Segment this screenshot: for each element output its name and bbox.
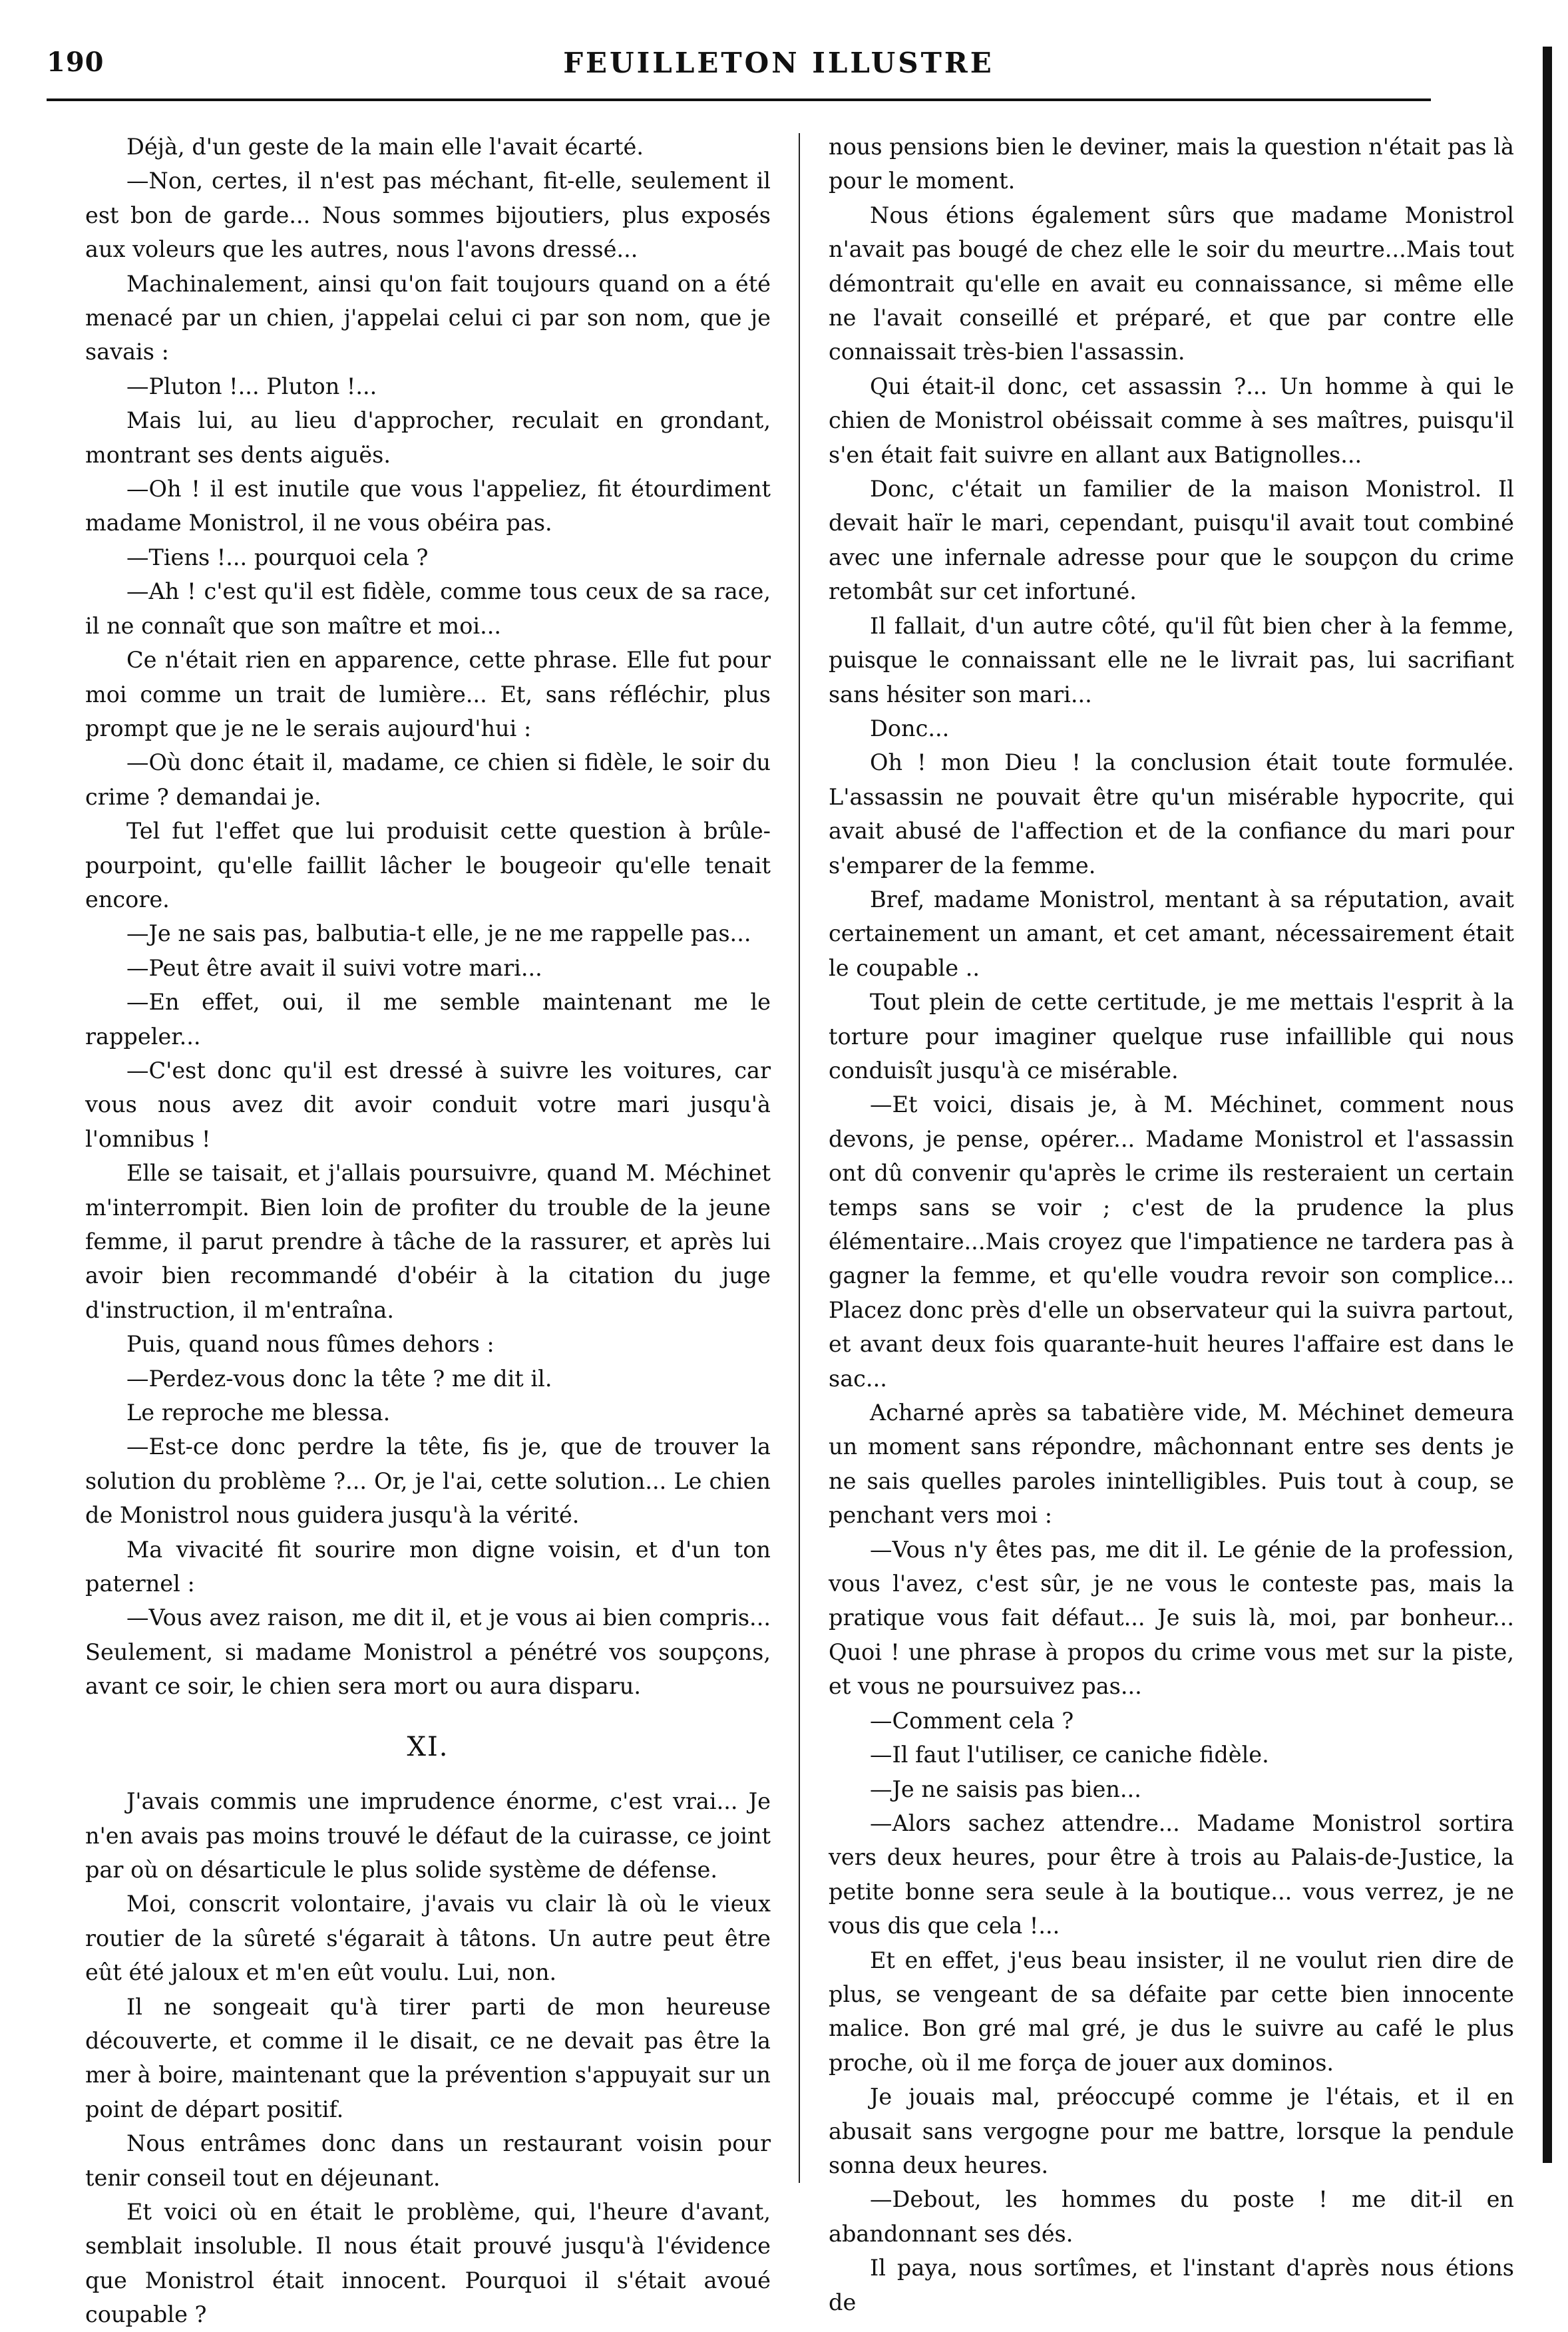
paragraph: —Perdez-vous donc la tête ? me dit il. <box>126 1365 552 1392</box>
left-column <box>85 130 771 2332</box>
paragraph: —C'est donc qu'il est dressé à suivre les voitures, car vous nous avez dit avoir conduit votre mari jusqu'à l'omnibus ! <box>85 1057 771 1152</box>
section-title: XI. <box>407 1731 449 1762</box>
paragraph: Machinalement, ainsi qu'on fait toujours quand on a été menacé par un chien, j'appelai celui ci par son nom, que je savais : <box>85 270 771 365</box>
paragraph: Nous entrâmes donc dans un restaurant voisin pour tenir conseil tout en déjeunant. <box>85 2130 771 2191</box>
paragraph: Il ne songeait qu'à tirer parti de mon heureuse découverte, et comme il le disait, ce ne devait pas être la mer à boire, maintenant que la prévention s'appuyait sur un point de départ positif. <box>85 1993 771 2122</box>
paragraph: nous pensions bien le deviner, mais la question n'était pas là pour le moment. <box>829 134 1514 194</box>
paragraph: —Alors sachez attendre... Madame Monistrol sortira vers deux heures, pour être à trois au Palais-de-Justice, la petite bonne sera seule à la boutique... vous verrez, je ne vous dis que cela !... <box>829 1810 1514 1939</box>
page-number: 190 <box>47 47 104 78</box>
paragraph: Donc... <box>870 715 950 741</box>
paragraph: Mais lui, au lieu d'approcher, reculait en grondant, montrant ses dents aiguës. <box>85 407 771 468</box>
paragraph: Il paya, nous sortîmes, et l'instant d'après nous étions de <box>829 2255 1514 2315</box>
paragraph: —Est-ce donc perdre la tête, fis je, que de trouver la solution du problème ?... Or, je l'ai, cette solution... Le chien de Monistrol nous guidera jusqu'à la vérité. <box>85 1434 771 1529</box>
running-head <box>47 47 1511 93</box>
paragraph: Bref, madame Monistrol, mentant à sa réputation, avait certainement un amant, et cet amant, nécessairement était le coupable .. <box>829 886 1514 981</box>
paragraph: Et voici où en était le problème, qui, l'heure d'avant, semblait insoluble. Il nous était prouvé jusqu'à l'évidence que Monistrol était innocent. Pourquoi il s'était avoué coupable ? <box>85 2198 771 2328</box>
paragraph: —Pluton !... Pluton !... <box>126 373 377 399</box>
paragraph: Je jouais mal, préoccupé comme je l'étais, et il en abusait sans vergogne pour me battre, lorsque la pendule sonna deux heures. <box>829 2084 1514 2178</box>
paragraph: Nous étions également sûrs que madame Monistrol n'avait pas bougé de chez elle le soir du meurtre...Mais tout démontrait qu'elle en avait eu connaissance, si même elle ne l'avait conseillé et préparé, et que par contre elle connaissait très-bien l'assassin. <box>829 202 1514 365</box>
paragraph: Et en effet, j'eus beau insister, il ne voulut rien dire de plus, se vengeant de sa défaite par cette bien innocente malice. Bon gré mal gré, je dus le suivre au café le plus proche, où il me força de jouer aux dominos. <box>829 1947 1514 2076</box>
journal-title: FEUILLETON ILLUSTRE <box>563 47 994 79</box>
paragraph: Tout plein de cette certitude, je me mettais l'esprit à la torture pour imaginer quelque ruse infaillible qui nous conduisît jusqu'à ce misérable. <box>829 989 1514 1083</box>
paragraph: —Où donc était il, madame, ce chien si fidèle, le soir du crime ? demandai je. <box>85 749 771 810</box>
paragraph: Déjà, d'un geste de la main elle l'avait écarté. <box>126 134 644 160</box>
paragraph: —Comment cela ? <box>870 1707 1074 1734</box>
paragraph: Donc, c'était un familier de la maison Monistrol. Il devait haïr le mari, cependant, puisqu'il avait tout combiné avec une infernale adresse pour que le soupçon du crime retombât sur cet infortuné. <box>829 476 1514 605</box>
paragraph: Acharné après sa tabatière vide, M. Méchinet demeura un moment sans répondre, mâchonnant entre ses dents je ne sais quelles paroles inintelligibles. Puis tout à coup, se penchant vers moi : <box>829 1400 1514 1529</box>
paragraph: —En effet, oui, il me semble maintenant me le rappeler... <box>85 989 771 1050</box>
paragraph: —Debout, les hommes du poste ! me dit-il en abandonnant ses dés. <box>829 2186 1514 2247</box>
paragraph: Puis, quand nous fûmes dehors : <box>126 1331 494 1358</box>
paragraph: Tel fut l'effet que lui produisit cette question à brûle-pourpoint, qu'elle faillit lâcher le bougeoir qu'elle tenait encore. <box>85 818 771 912</box>
left-column-text-before-section <box>85 130 771 1704</box>
paragraph: Il fallait, d'un autre côté, qu'il fût bien cher à la femme, puisque le connaissant elle ne le livrait pas, lui sacrifiant sans hésiter son mari... <box>829 612 1514 707</box>
paragraph: J'avais commis une imprudence énorme, c'est vrai... Je n'en avais pas moins trouvé le défaut de la cuirasse, ce joint par où on désarticule le plus solide système de défense. <box>85 1788 771 1883</box>
paragraph: —Oh ! il est inutile que vous l'appeliez, fit étourdiment madame Monistrol, il ne vous obéira pas. <box>85 476 771 536</box>
page-edge-bar <box>1543 47 1552 2163</box>
paragraph: Qui était-il donc, cet assassin ?... Un homme à qui le chien de Monistrol obéissait comme à ses maîtres, puisqu'il s'en était fait suivre en allant aux Batignolles... <box>829 373 1514 468</box>
paragraph: —Et voici, disais je, à M. Méchinet, comment nous devons, je pense, opérer... Madame Monistrol et l'assassin ont dû convenir qu'après le crime ils resteraient un certain temps sans se voir ; c'est de la prudence la plus élémentaire...Mais croyez que l'impatience ne tardera pas à gagner la femme, et qu'elle voudra revoir son complice... Placez donc près d'elle un observateur qui la suivra partout, et avant deux fois quarante-huit heures l'affaire est dans le sac... <box>829 1091 1514 1392</box>
paragraph: —Vous n'y êtes pas, me dit il. Le génie de la profession, vous l'avez, c'est sûr, je ne vous le conteste pas, mais la pratique vous fait défaut... Je suis là, moi, par bonheur... Quoi ! une phrase à propos du crime vous met sur la piste, et vous ne poursuivez pas... <box>829 1536 1514 1700</box>
left-column-text-after-section <box>85 1784 771 2332</box>
paragraph: —Je ne saisis pas bien... <box>870 1776 1141 1802</box>
paragraph: —Il faut l'utiliser, ce caniche fidèle. <box>870 1742 1269 1768</box>
column-divider <box>799 133 800 2183</box>
paragraph: —Ah ! c'est qu'il est fidèle, comme tous ceux de sa race, il ne connaît que son maître et moi... <box>85 578 771 639</box>
paragraph: Elle se taisait, et j'allais poursuivre, quand M. Méchinet m'interrompit. Bien loin de profiter du trouble de la jeune femme, il parut prendre à tâche de la rassurer, et après lui avoir bien recommandé d'obéir à la citation du juge d'instruction, il m'entraîna. <box>85 1160 771 1323</box>
paragraph: Oh ! mon Dieu ! la conclusion était toute formulée. L'assassin ne pouvait être qu'un misérable hypocrite, qui avait abusé de l'affection et de la confiance du mari pour s'emparer de la femme. <box>829 749 1514 878</box>
paragraph: —Peut être avait il suivi votre mari... <box>126 954 542 981</box>
header-rule <box>47 98 1431 101</box>
paragraph: —Vous avez raison, me dit il, et je vous ai bien compris... Seulement, si madame Monistrol a pénétré vos soupçons, avant ce soir, le chien sera mort ou aura disparu. <box>85 1605 771 1700</box>
paragraph: Le reproche me blessa. <box>126 1400 391 1426</box>
paragraph: Ma vivacité fit sourire mon digne voisin, et d'un ton paternel : <box>85 1536 771 1597</box>
paragraph: —Tiens !... pourquoi cela ? <box>126 544 429 570</box>
right-column-text <box>829 130 1514 2319</box>
paragraph: Moi, conscrit volontaire, j'avais vu clair là où le vieux routier de la sûreté s'égarait à tâtons. Un autre peut être eût été jaloux et m'en eût voulu. Lui, non. <box>85 1891 771 1986</box>
paragraph: —Non, certes, il n'est pas méchant, fit-elle, seulement il est bon de garde... Nous sommes bijoutiers, plus exposés aux voleurs que les autres, nous l'avons dressé... <box>85 168 771 263</box>
paragraph: —Je ne sais pas, balbutia-t elle, je ne me rappelle pas... <box>126 920 751 947</box>
paragraph: Ce n'était rien en apparence, cette phrase. Elle fut pour moi comme un trait de lumière... Et, sans réfléchir, plus prompt que je ne le serais aujourd'hui : <box>85 647 771 741</box>
right-column <box>829 130 1514 2319</box>
